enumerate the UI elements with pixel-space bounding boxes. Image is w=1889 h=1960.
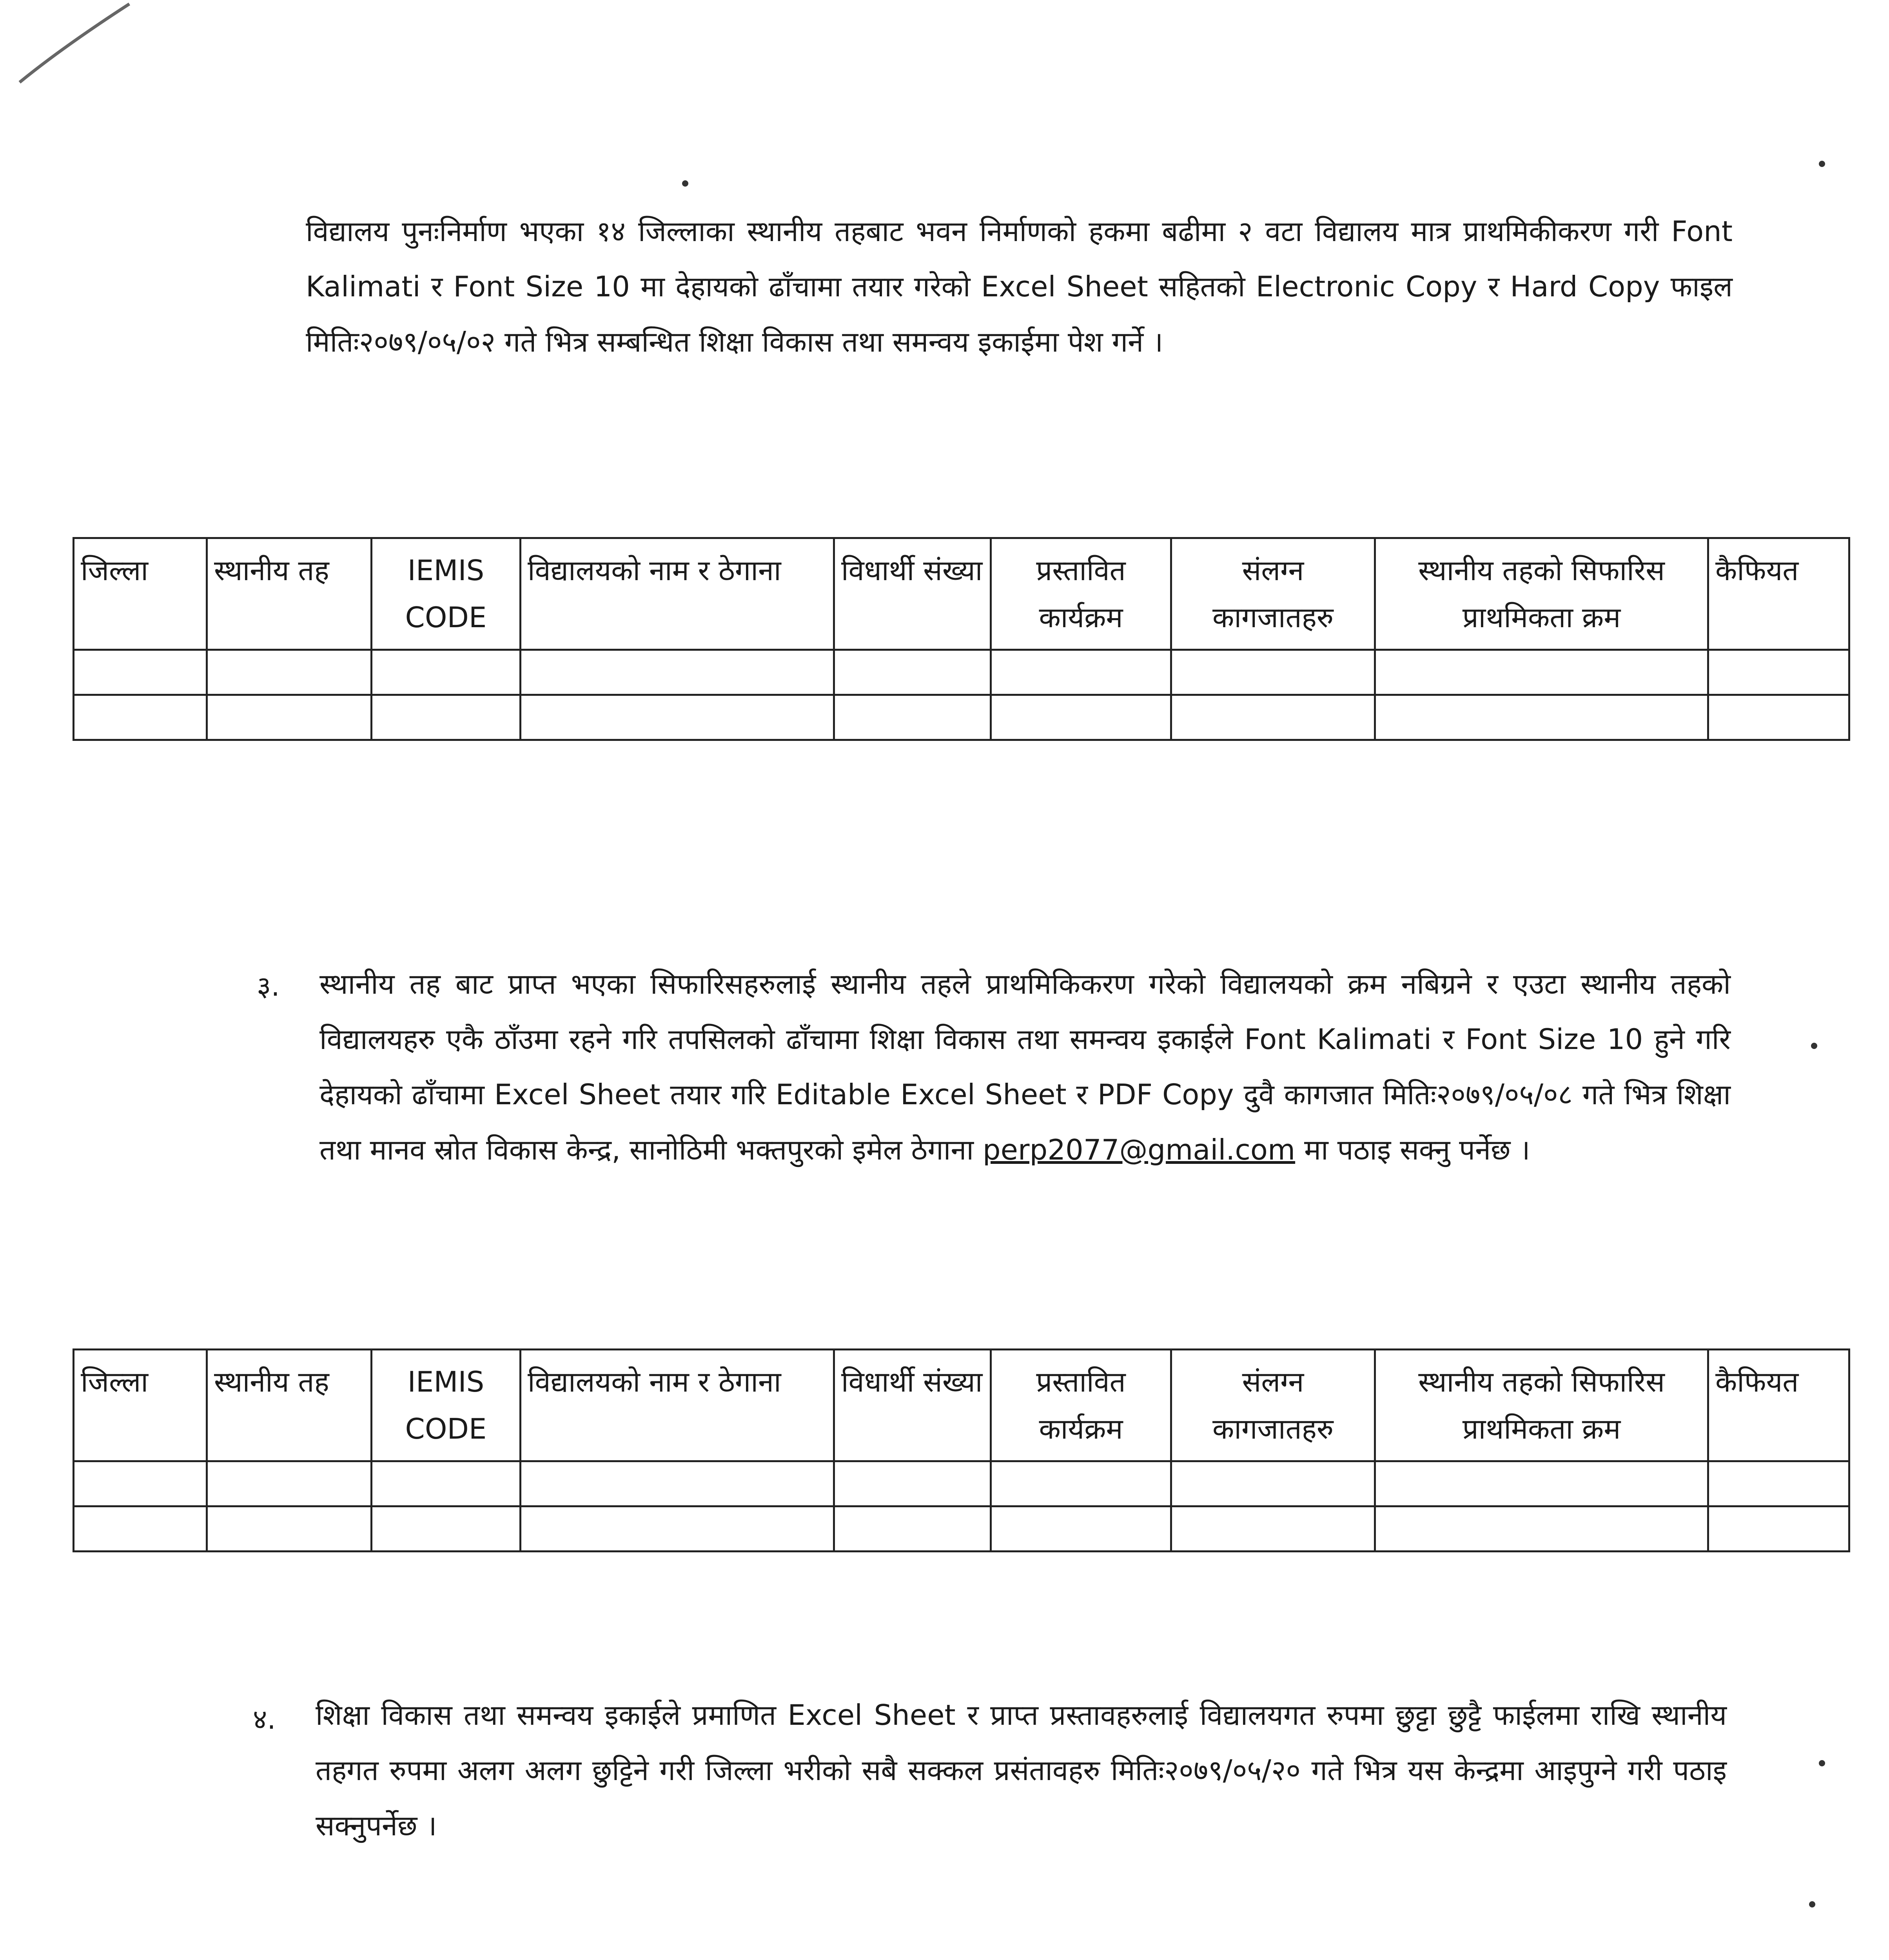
item-3-number: ३. bbox=[257, 970, 280, 1002]
table-header-row bbox=[74, 1350, 1849, 1461]
item-4-number: ४. bbox=[253, 1703, 276, 1735]
col-remarks: कैफियत bbox=[1708, 538, 1849, 650]
school-table-1 bbox=[73, 537, 1850, 741]
item-4-text: शिक्षा विकास तथा समन्वय इकाईले प्रमाणित Excel Sheet र प्राप्त प्रस्तावहरुलाई विद्यालयगत रुपमा छुट्टा छुट्टै फाईलमा राखि स्थानीय तहगत रुपमा अलग अलग छुट्टिने गरी जिल्ला भरीको सबै सक्कल प्रसंतावहरु मितिः२०७९/०५/२० गते भित्र यस केन्द्रमा आइपुग्ने गरी पठाइ सक्नुपर्नेछ । bbox=[316, 1699, 1727, 1842]
scan-dot bbox=[1819, 1760, 1825, 1766]
col-students: विधार्थी संख्या bbox=[834, 1350, 991, 1461]
col-recommendation: स्थानीय तहको सिफारिस प्राथमिकता क्रम bbox=[1375, 1350, 1708, 1461]
col-program: प्रस्तावित कार्यक्रम bbox=[991, 1350, 1171, 1461]
table-row bbox=[74, 695, 1849, 740]
col-district: जिल्ला bbox=[74, 538, 207, 650]
email-link[interactable]: perp2077@gmail.com bbox=[982, 1133, 1296, 1166]
scan-dot bbox=[1809, 1901, 1815, 1907]
col-district: जिल्ला bbox=[74, 1350, 207, 1461]
col-remarks: कैफियत bbox=[1708, 1350, 1849, 1461]
col-local-level: स्थानीय तह bbox=[207, 1350, 372, 1461]
col-school-name: विद्यालयको नाम र ठेगाना bbox=[521, 538, 834, 650]
item-3-tail: मा पठाइ सक्नु पर्नेछ । bbox=[1304, 1133, 1530, 1166]
item-3-text bbox=[319, 956, 1731, 1178]
col-local-level: स्थानीय तह bbox=[207, 538, 372, 650]
school-table-2 bbox=[73, 1348, 1850, 1552]
scan-corner-mark bbox=[16, 0, 133, 86]
table-row bbox=[74, 650, 1849, 695]
item-3-body: स्थानीय तह बाट प्राप्त भएका सिफारिसहरुलाई स्थानीय तहले प्राथमिकिकरण गरेको विद्यालयको क्रम नबिग्रने र एउटा स्थानीय तहको विद्यालयहरु एकै ठाँउमा रहने गरि तपसिलको ढाँचामा शिक्षा विकास तथा समन्वय इकाईले Font Kalimati र Font Size 10 हुने गरि देहायको ढाँचामा Excel Sheet तयार गरि Editable Excel Sheet र PDF Copy दुवै कागजात मितिः२०७९/०५/०८ गते भित्र शिक्षा तथा मानव स्रोत विकास केन्द्र, सानोठिमी भक्तपुरको इमेल ठेगाना bbox=[319, 967, 1731, 1166]
intro-paragraph: विद्यालय पुनःनिर्माण भएका १४ जिल्लाका स्थानीय तहबाट भवन निर्माणको हकमा बढीमा २ वटा विद्यालय मात्र प्राथमिकीकरण गरी Font Kalimati र Font Size 10 मा देहायको ढाँचामा तयार गरेको Excel Sheet सहितको Electronic Copy र Hard Copy फाइल मितिः२०७९/०५/०२ गते भित्र सम्बन्धित शिक्षा विकास तथा समन्वय इकाईमा पेश गर्ने । bbox=[306, 215, 1733, 358]
scan-dot bbox=[682, 180, 688, 187]
col-documents: संलग्न कागजातहरु bbox=[1171, 538, 1375, 650]
col-recommendation: स्थानीय तहको सिफारिस प्राथमिकता क्रम bbox=[1375, 538, 1708, 650]
col-students: विधार्थी संख्या bbox=[834, 538, 991, 650]
col-iemis-code: IEMIS CODE bbox=[372, 538, 521, 650]
table-header-row bbox=[74, 538, 1849, 650]
scan-dot bbox=[1819, 161, 1825, 167]
col-program: प्रस्तावित कार्यक्रम bbox=[991, 538, 1171, 650]
scan-dot bbox=[1811, 1043, 1817, 1049]
table-row bbox=[74, 1506, 1849, 1552]
col-iemis-code: IEMIS CODE bbox=[372, 1350, 521, 1461]
col-documents: संलग्न कागजातहरु bbox=[1171, 1350, 1375, 1461]
table-row bbox=[74, 1461, 1849, 1506]
col-school-name: विद्यालयको नाम र ठेगाना bbox=[521, 1350, 834, 1461]
